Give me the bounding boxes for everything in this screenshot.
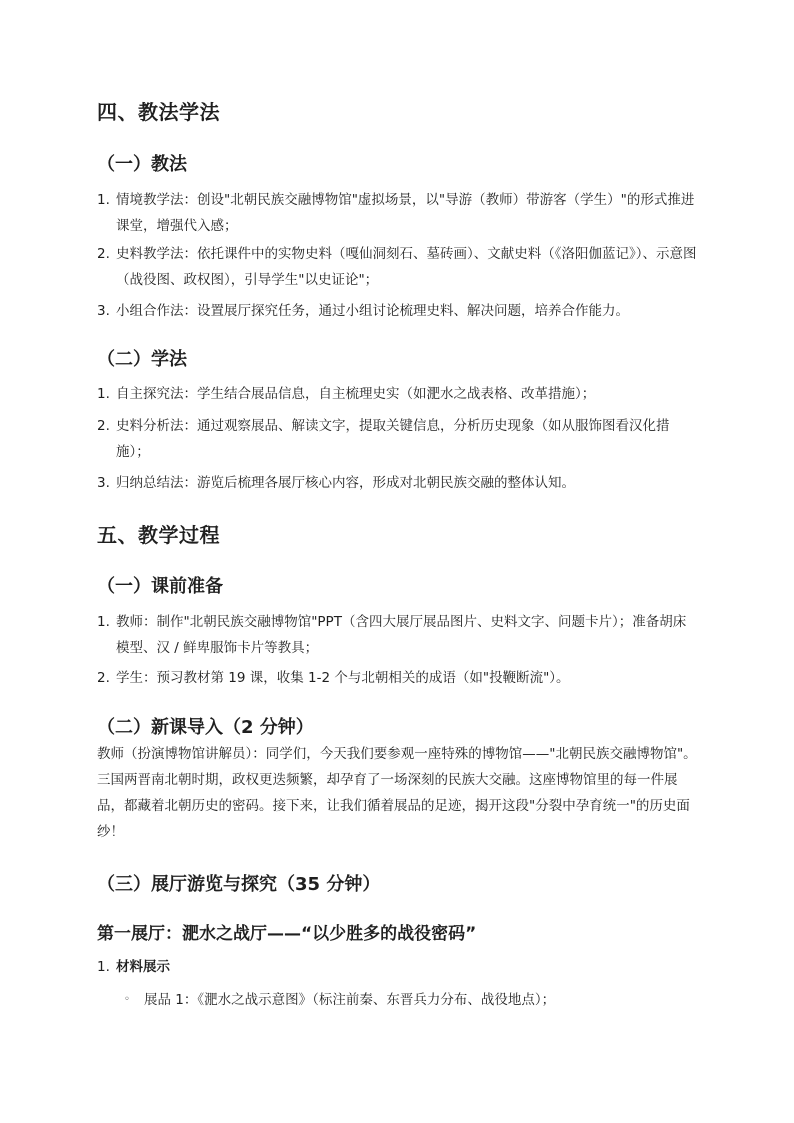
list-number: 1. (97, 959, 110, 975)
list-text: 史料分析法：通过观察展品、解读文字，提取关键信息，分析历史现象（如从服饰图看汉化措施）； (116, 418, 670, 460)
list-number: 3. (97, 303, 110, 319)
list-number: 1. (97, 614, 110, 630)
list-text: 情境教学法：创设"北朝民族交融博物馆"虚拟场景，以"导游（教师）带游客（学生）"的形式推进课堂，增强代入感； (116, 192, 695, 234)
list-text: 自主探究法：学生结合展品信息，自主梳理史实（如淝水之战表格、改革措施）； (116, 386, 596, 402)
list-item (97, 241, 697, 293)
subheading-tour: （三）展厅游览与探究（35 分钟） (97, 874, 381, 895)
hall-heading: 第一展厅：淝水之战厅——“以少胜多的战役密码” (97, 924, 477, 944)
list-text: 小组合作法：设置展厅探究任务，通过小组讨论梳理史料、解决问题，培养合作能力。 (116, 303, 629, 319)
list-item (97, 665, 697, 691)
list-item (97, 470, 697, 496)
subheading-prep: （一）课前准备 (97, 576, 223, 597)
circle-bullet-icon: ◦ (124, 994, 130, 1005)
subheading-learning: （二）学法 (97, 349, 187, 370)
list-item (97, 187, 697, 239)
list-item (97, 954, 697, 980)
list-number: 2. (97, 246, 110, 262)
list-item (97, 609, 697, 661)
list-number: 2. (97, 418, 110, 434)
list-item (97, 298, 697, 324)
list-text: 材料展示 (116, 959, 170, 975)
list-number: 1. (97, 192, 110, 208)
subheading-intro: （二）新课导入（2 分钟） (97, 717, 314, 738)
list-text: 学生：预习教材第 19 课，收集 1-2 个与北朝相关的成语（如"投鞭断流"）。 (116, 670, 570, 686)
list-text: 教师：制作"北朝民族交融博物馆"PPT（含四大展厅展品图片、史料文字、问题卡片）；准备胡床模型、汉 / 鲜卑服饰卡片等教具； (116, 614, 687, 656)
sub-list-item (124, 987, 555, 1013)
intro-paragraph: 教师（扮演博物馆讲解员）：同学们，今天我们要参观一座特殊的博物馆——"北朝民族交融博物馆"。三国两晋南北朝时期，政权更迭频繁，却孕育了一场深刻的民族大交融。这座博物馆里的每一件展品，都藏着北朝历史的密码。接下来，让我们循着展品的足迹，揭开这段"分裂中孕育统一"的历史面纱！ (97, 746, 697, 840)
list-item (97, 381, 697, 407)
list-text: 史料教学法：依托课件中的实物史料（嘎仙洞刻石、墓砖画）、文献史料（《洛阳伽蓝记》）、示意图（战役图、政权图），引导学生"以史证论"； (116, 246, 697, 288)
section-heading-teaching-process: 五、教学过程 (97, 523, 220, 547)
list-item (97, 413, 697, 465)
list-number: 3. (97, 475, 110, 491)
list-text: 归纳总结法：游览后梳理各展厅核心内容，形成对北朝民族交融的整体认知。 (116, 475, 575, 491)
sub-list-text: 展品 1：《淝水之战示意图》（标注前秦、东晋兵力分布、战役地点）； (144, 992, 556, 1008)
section-heading-teaching-methods: 四、教法学法 (97, 100, 220, 124)
subheading-teaching: （一）教法 (97, 154, 187, 175)
list-number: 2. (97, 670, 110, 686)
list-number: 1. (97, 386, 110, 402)
